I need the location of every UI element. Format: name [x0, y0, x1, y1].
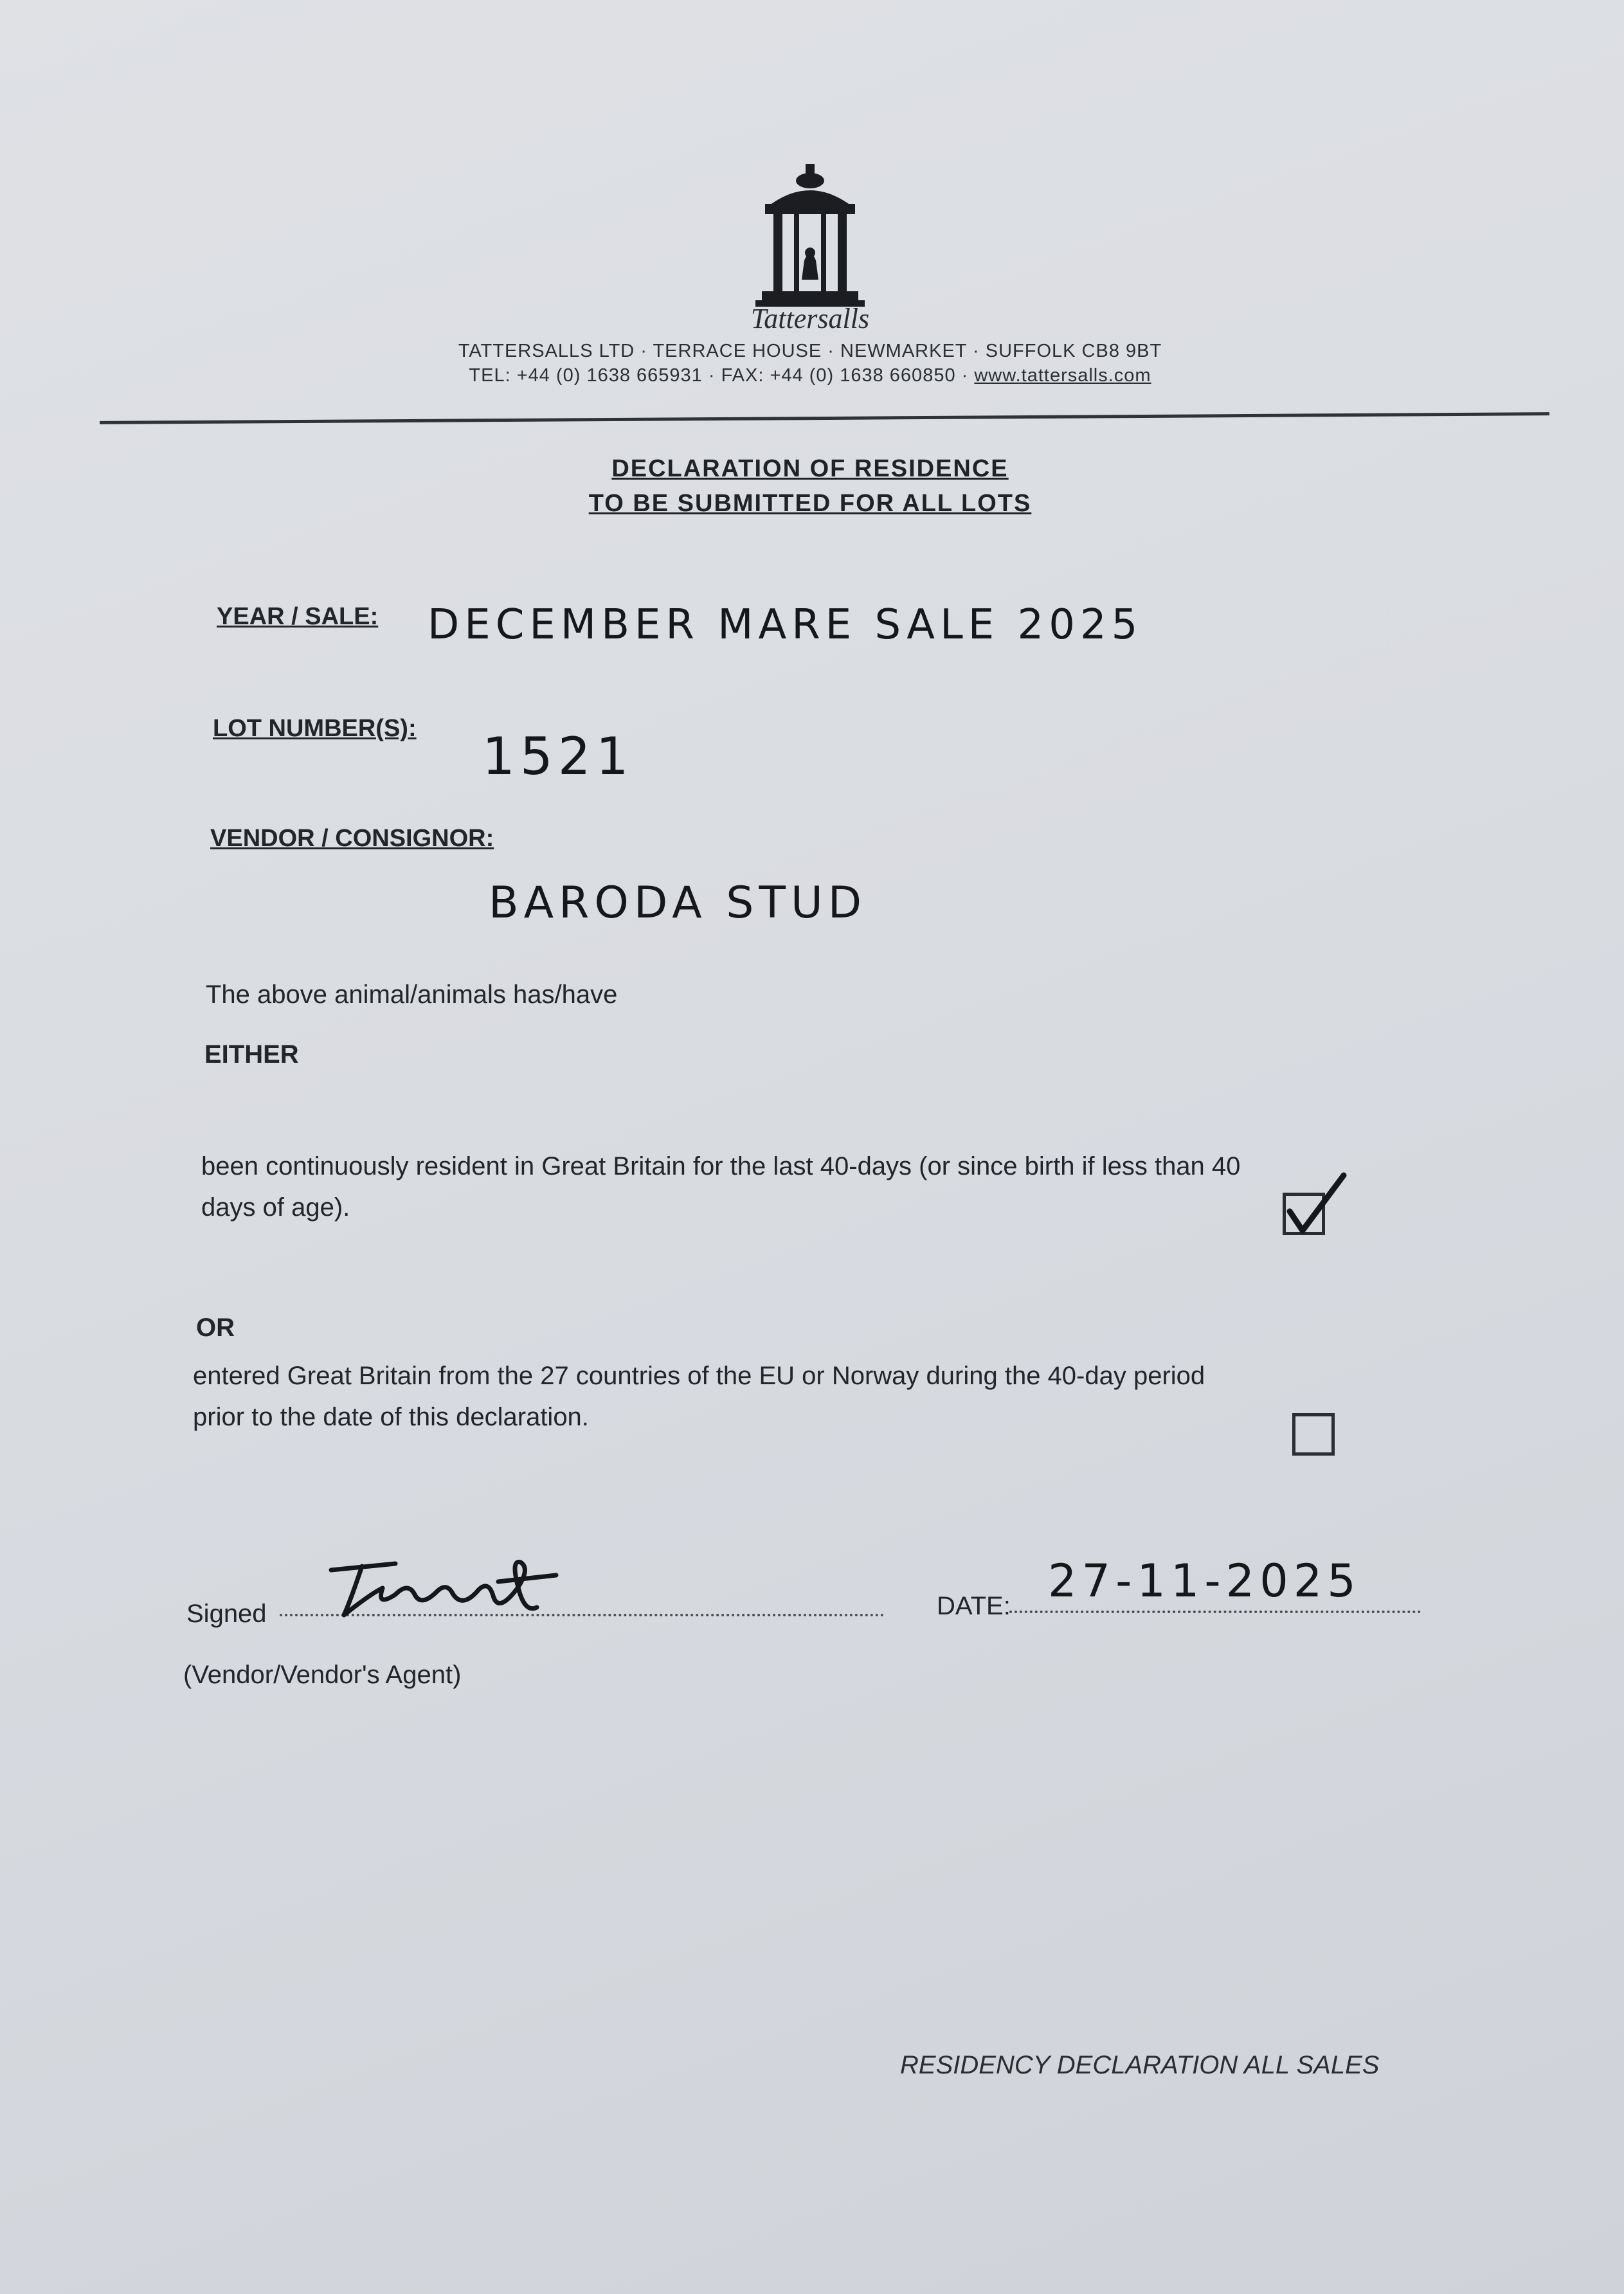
date-line[interactable] — [1009, 1611, 1421, 1613]
option2-line1: entered Great Britain from the 27 countries of the EU or Norway during the 40-day period — [193, 1362, 1205, 1390]
either-label: EITHER — [204, 1040, 299, 1069]
year-sale-value[interactable]: DECEMBER MARE SALE 2025 — [428, 601, 1143, 649]
vendor-value[interactable]: BARODA STUD — [489, 878, 867, 928]
or-label: OR — [196, 1314, 235, 1342]
brand-name: Tattersalls — [750, 303, 870, 334]
lot-number-value[interactable]: 1521 — [482, 727, 634, 786]
option1-checkbox[interactable] — [1283, 1193, 1325, 1235]
option1-line1: been continuously resident in Great Britain for the last 40-days (or since birth if less than 40 — [201, 1152, 1241, 1180]
document-subtitle: TO BE SUBMITTED FOR ALL LOTS — [588, 490, 1032, 517]
company-address: TATTERSALLS LTD · TERRACE HOUSE · NEWMARKET · SUFFOLK CB8 9BT — [458, 341, 1162, 361]
option2-line2: prior to the date of this declaration. — [193, 1403, 589, 1431]
phone-fax: TEL: +44 (0) 1638 665931 · FAX: +44 (0) 1638 660850 · — [469, 365, 975, 386]
date-value[interactable]: 27-11-2025 — [1048, 1555, 1361, 1607]
checkmark-icon — [1281, 1171, 1351, 1242]
date-label: DATE: — [937, 1592, 1011, 1620]
signed-label: Signed — [186, 1600, 267, 1628]
handwritten-signature-icon — [325, 1556, 563, 1627]
website-link[interactable]: www.tattersalls.com — [974, 365, 1151, 386]
option2-checkbox[interactable] — [1292, 1413, 1335, 1456]
rotunda-statue-logo-icon — [749, 164, 871, 318]
footer-text: RESIDENCY DECLARATION ALL SALES — [900, 2051, 1380, 2079]
vendor-label: VENDOR / CONSIGNOR: — [210, 825, 494, 852]
option1-text — [201, 1146, 1455, 1228]
option1-line2: days of age). — [201, 1193, 350, 1222]
vendor-agent-note: (Vendor/Vendor's Agent) — [183, 1661, 462, 1689]
company-contacts — [360, 365, 1260, 386]
lot-number-label: LOT NUMBER(S): — [213, 715, 417, 742]
document-title: DECLARATION OF RESIDENCE — [611, 455, 1009, 482]
header-divider — [100, 412, 1549, 424]
year-sale-label: YEAR / SALE: — [217, 603, 379, 630]
intro-text: The above animal/animals has/have — [206, 980, 618, 1009]
option2-text — [193, 1355, 1453, 1438]
